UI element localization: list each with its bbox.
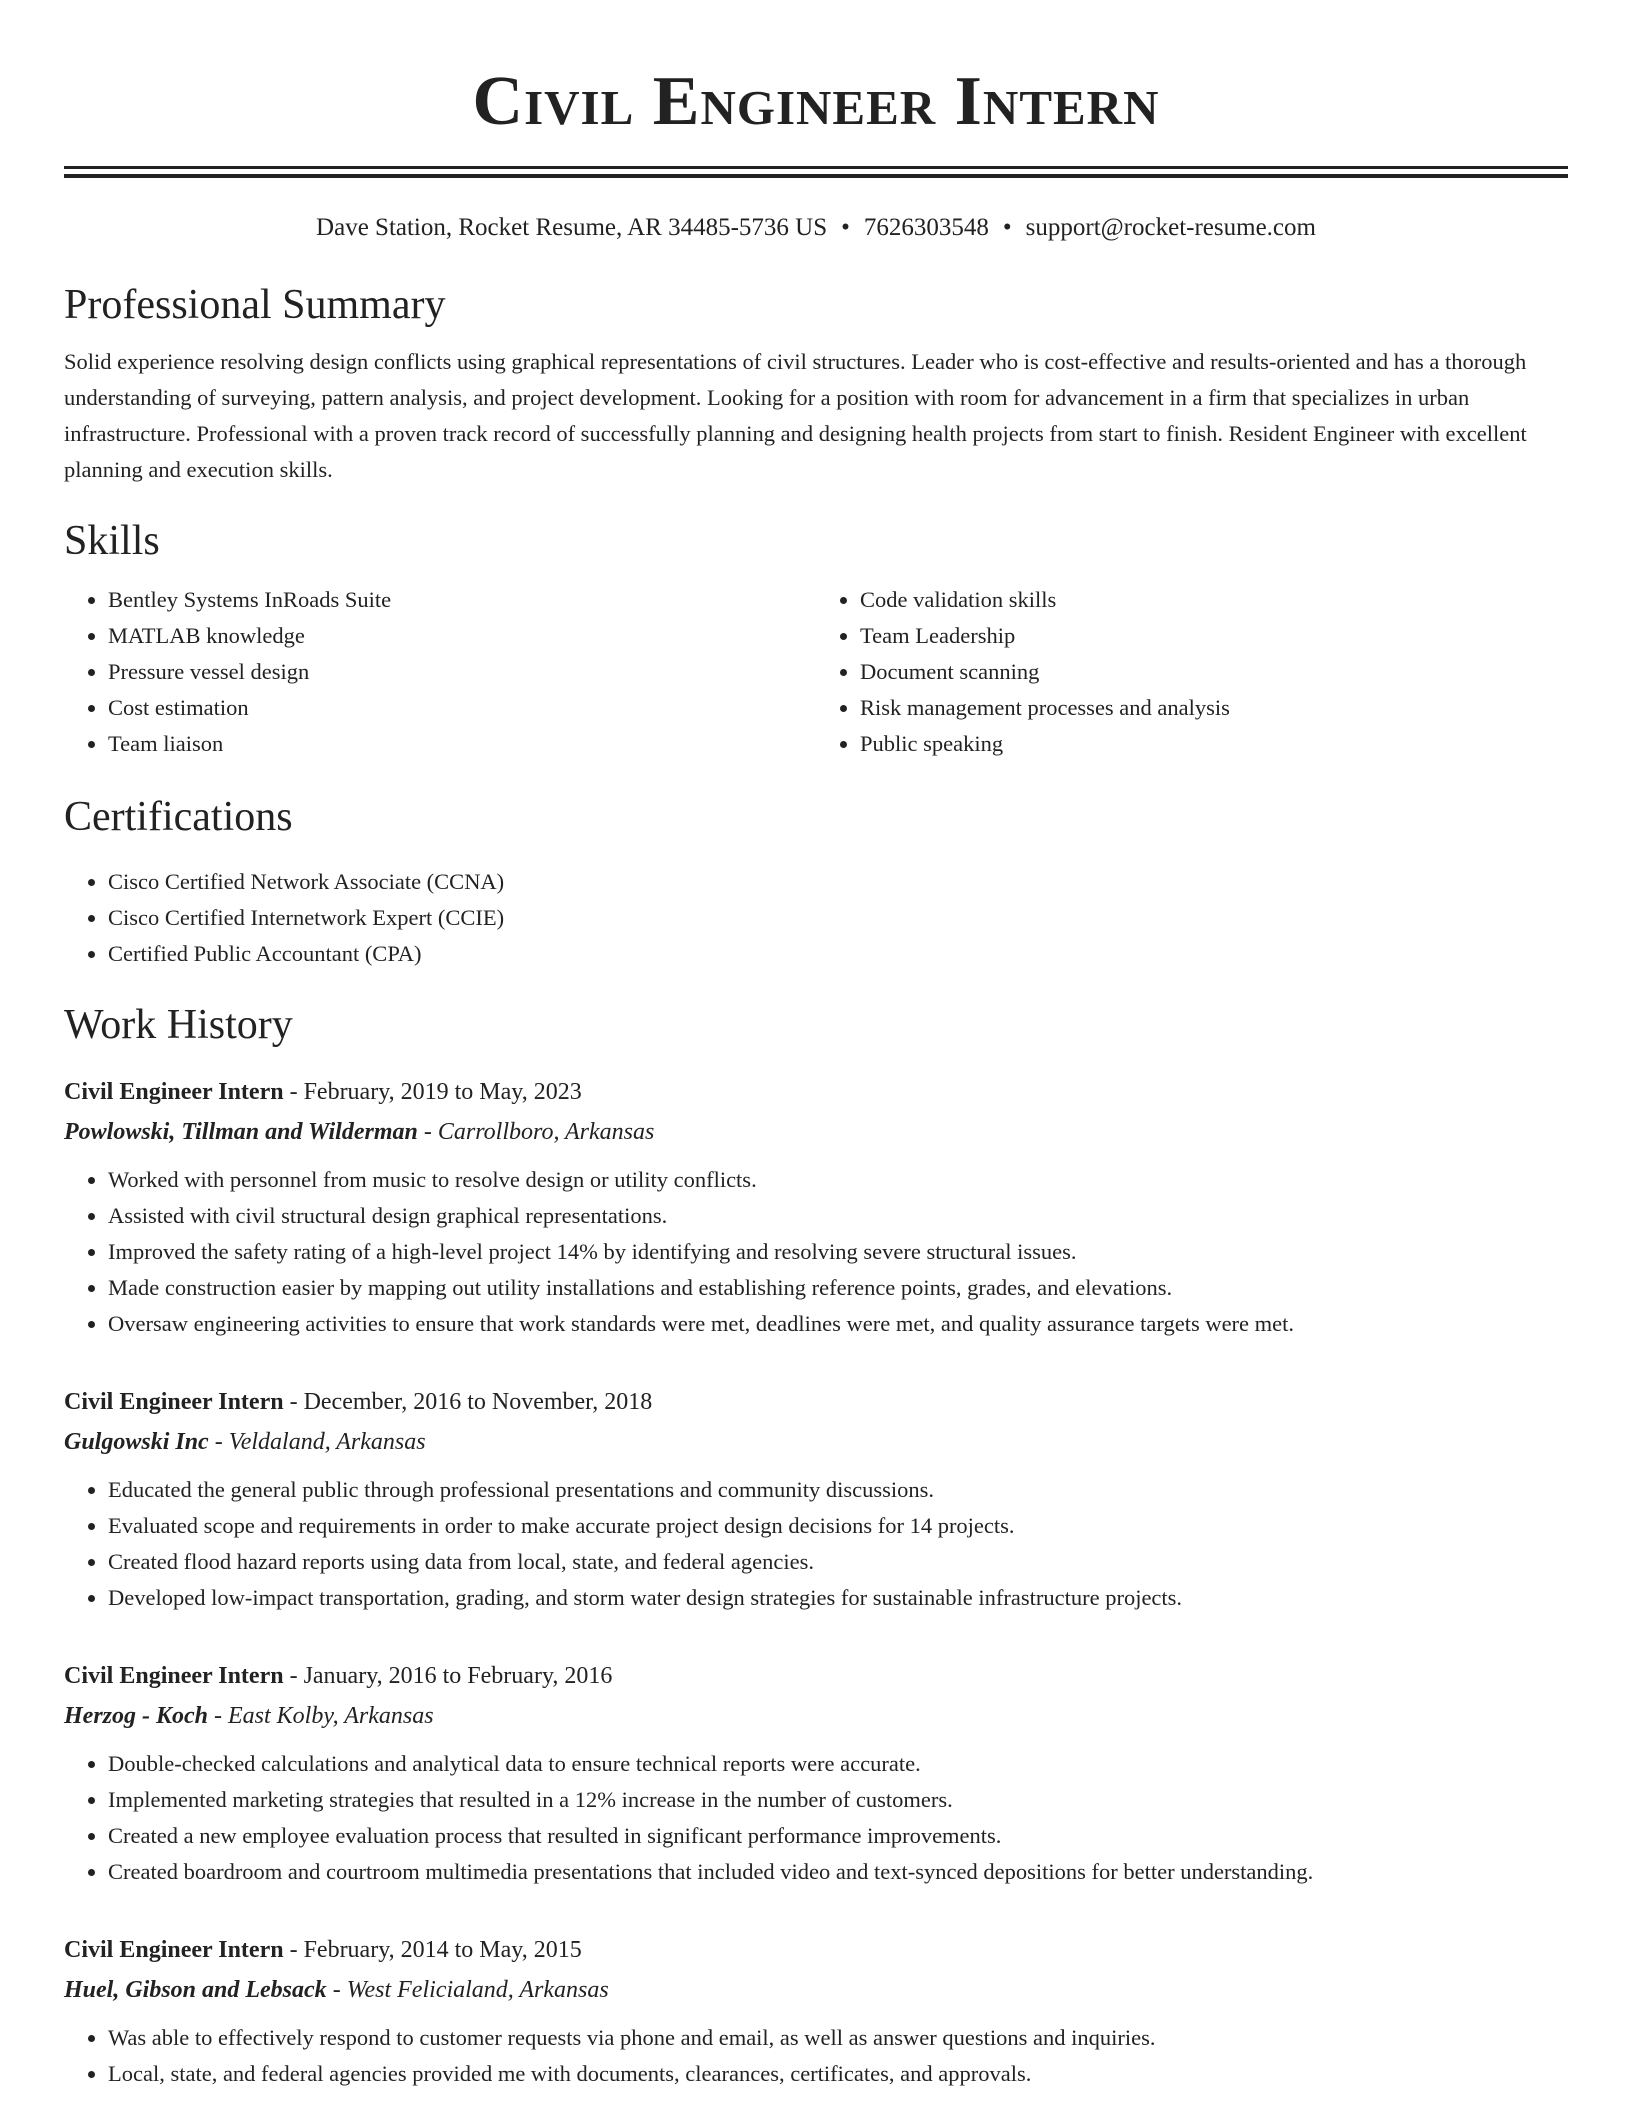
- job-bullet: • Local, state, and federal agencies provided me with documents, clearances, certificates, and approvals.: [108, 2056, 1568, 2092]
- contact-email: support@rocket-resume.com: [1025, 214, 1316, 241]
- resume-page: [64, 0, 1568, 2092]
- contact-phone: 7626303548: [863, 214, 989, 241]
- job-company-line: [64, 1696, 1568, 1736]
- job-dates: December, 2016 to November, 2018: [303, 1389, 653, 1415]
- skill-item: • Pressure vessel design: [108, 654, 816, 690]
- job-location: Carrollboro, Arkansas: [437, 1119, 655, 1145]
- job-bullets: [64, 1162, 1568, 1342]
- skills-list-left: [64, 582, 816, 762]
- job-bullets: [64, 1472, 1568, 1616]
- job-dash: -: [283, 1937, 304, 1963]
- job-company-line: [64, 1112, 1568, 1152]
- summary-text: Solid experience resolving design conflicts using graphical representations of civil structures. Leader who is cost-effective and results-oriented and has a thorough understanding of surveying, pattern analysis, and project development. Looking for a position with room for advancement in a firm that specializes in urban infrastructure. Professional with a proven track record of successfully planning and designing health projects from start to finish. Resident Engineer with excellent planning and execution skills.: [64, 349, 1527, 482]
- job-title: Civil Engineer Intern: [64, 1663, 284, 1689]
- job-title-line: [64, 1930, 1568, 1970]
- job-dash: -: [417, 1119, 438, 1145]
- job-company: Powlowski, Tillman and Wilderman: [64, 1119, 418, 1145]
- job-dash: -: [283, 1079, 304, 1105]
- job-dash: -: [283, 1389, 304, 1415]
- job-title-line: [64, 1382, 1568, 1422]
- job-bullets: [64, 2020, 1568, 2092]
- summary-section: [64, 280, 1568, 488]
- job-entry: [64, 1656, 1568, 1890]
- job-bullet: • Was able to effectively respond to customer requests via phone and email, as well as answer questions and inquiries.: [108, 2020, 1568, 2056]
- skill-item: • Team liaison: [108, 726, 816, 762]
- certifications-section: [64, 792, 1568, 972]
- job-bullet: • Worked with personnel from music to resolve design or utility conflicts.: [108, 1162, 1568, 1198]
- job-entry: [64, 1382, 1568, 1616]
- job-bullet: • Created flood hazard reports using data from local, state, and federal agencies.: [108, 1544, 1568, 1580]
- job-title: Civil Engineer Intern: [64, 1079, 284, 1105]
- job-bullet: • Created boardroom and courtroom multimedia presentations that included video and text-synced depositions for better understanding.: [108, 1854, 1568, 1890]
- job-dash: -: [208, 1429, 229, 1455]
- job-title-line: [64, 1656, 1568, 1696]
- skill-item: • Code validation skills: [860, 582, 1568, 618]
- job-bullet: • Developed low-impact transportation, grading, and storm water design strategies for sustainable infrastructure projects.: [108, 1580, 1568, 1616]
- certification-item: • Cisco Certified Internetwork Expert (CCIE): [108, 900, 1568, 936]
- job-title: Civil Engineer Intern: [64, 1937, 284, 1963]
- job-bullet: • Implemented marketing strategies that resulted in a 12% increase in the number of customers.: [108, 1782, 1568, 1818]
- job-title-line: [64, 1072, 1568, 1112]
- skill-item: • Risk management processes and analysis: [860, 690, 1568, 726]
- work-history-section: [64, 1000, 1568, 2092]
- certifications-heading: Certifications: [64, 794, 293, 840]
- job-entry: [64, 1072, 1568, 1342]
- job-dash: -: [326, 1977, 347, 2003]
- job-location: East Kolby, Arkansas: [228, 1703, 434, 1729]
- job-bullet: • Improved the safety rating of a high-level project 14% by identifying and resolving severe structural issues.: [108, 1234, 1568, 1270]
- job-bullet: • Educated the general public through professional presentations and community discussions.: [108, 1472, 1568, 1508]
- job-bullet: • Evaluated scope and requirements in order to make accurate project design decisions for 14 projects.: [108, 1508, 1568, 1544]
- skill-item: • Cost estimation: [108, 690, 816, 726]
- job-entry: [64, 1930, 1568, 2092]
- job-dates: February, 2014 to May, 2015: [303, 1937, 582, 1963]
- skills-list-right: [816, 582, 1568, 762]
- work-history-heading: Work History: [64, 1002, 293, 1048]
- contact-separator: •: [1002, 214, 1012, 241]
- job-bullet: • Double-checked calculations and analytical data to ensure technical reports were accurate.: [108, 1746, 1568, 1782]
- skill-item: • Public speaking: [860, 726, 1568, 762]
- job-bullet: • Assisted with civil structural design graphical representations.: [108, 1198, 1568, 1234]
- resume-name: Civil Engineer Intern: [472, 63, 1160, 140]
- job-bullet: • Created a new employee evaluation process that resulted in significant performance improvements.: [108, 1818, 1568, 1854]
- skills-heading: Skills: [64, 518, 160, 564]
- job-location: Veldaland, Arkansas: [228, 1429, 426, 1455]
- job-company: Gulgowski Inc: [64, 1429, 209, 1455]
- job-bullet: • Made construction easier by mapping out utility installations and establishing reference points, grades, and elevations.: [108, 1270, 1568, 1306]
- contact-separator: •: [841, 214, 850, 241]
- summary-heading: Professional Summary: [64, 282, 446, 328]
- job-dash: -: [283, 1663, 304, 1689]
- header-divider-top: [64, 166, 1568, 169]
- job-company: Herzog - Koch: [64, 1703, 208, 1729]
- skill-item: • MATLAB knowledge: [108, 618, 816, 654]
- header-divider-bottom: [64, 174, 1568, 178]
- job-dates: January, 2016 to February, 2016: [303, 1663, 613, 1689]
- skill-item: • Bentley Systems InRoads Suite: [108, 582, 816, 618]
- job-company: Huel, Gibson and Lebsack: [64, 1977, 327, 2003]
- job-company-line: [64, 1422, 1568, 1462]
- job-bullet: • Oversaw engineering activities to ensure that work standards were met, deadlines were met, and quality assurance targets were met.: [108, 1306, 1568, 1342]
- job-company-line: [64, 1970, 1568, 2010]
- contact-address: Dave Station, Rocket Resume, AR 34485-5736 US: [316, 214, 828, 241]
- job-title: Civil Engineer Intern: [64, 1389, 284, 1415]
- job-dash: -: [208, 1703, 228, 1729]
- skill-item: • Document scanning: [860, 654, 1568, 690]
- job-bullets: [64, 1746, 1568, 1890]
- skills-section: [64, 516, 1568, 762]
- skills-columns: [64, 582, 1568, 762]
- contact-line: [64, 212, 1568, 244]
- job-location: West Felicialand, Arkansas: [346, 1977, 609, 2003]
- skill-item: • Team Leadership: [860, 618, 1568, 654]
- job-dates: February, 2019 to May, 2023: [303, 1079, 582, 1105]
- certifications-list: [64, 864, 1568, 972]
- certification-item: • Cisco Certified Network Associate (CCNA): [108, 864, 1568, 900]
- certification-item: • Certified Public Accountant (CPA): [108, 936, 1568, 972]
